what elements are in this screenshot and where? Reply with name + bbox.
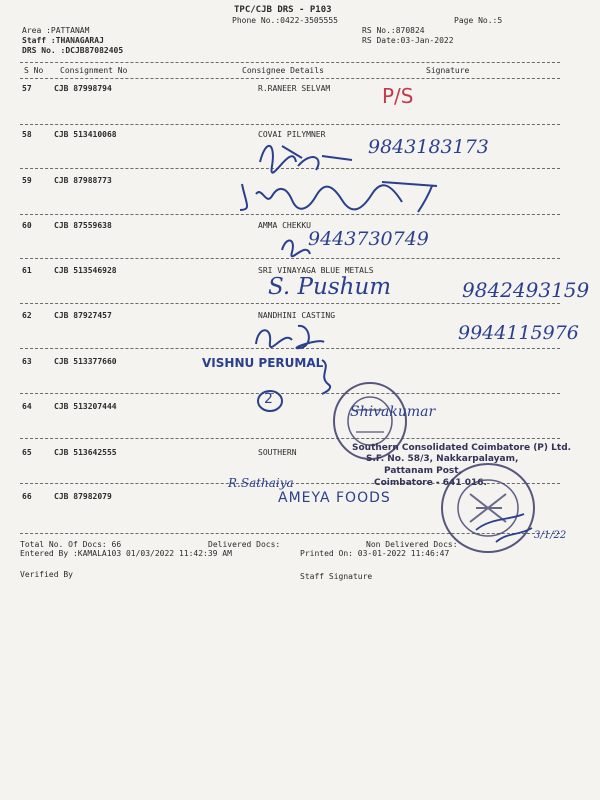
- handwritten-signature: S. Pushum: [268, 274, 392, 300]
- rs-number: RS No.:870824: [362, 26, 425, 35]
- row-consignment: CJB 513207444: [54, 402, 117, 411]
- row-consignee: AMMA CHEKKU: [258, 221, 311, 230]
- row-consignment: CJB 87559638: [54, 221, 112, 230]
- row-consignment: CJB 513546928: [54, 266, 117, 275]
- staff-field: Staff :THANAGARAJ: [22, 36, 104, 45]
- total-docs: Total No. Of Docs: 66: [20, 540, 122, 549]
- row-divider: [20, 438, 560, 439]
- signature-scribble: [248, 318, 328, 354]
- row-consignee: COVAI PILYMNER: [258, 130, 326, 139]
- row-consignment: CJB 513377660: [54, 357, 117, 366]
- verified-by: Verified By: [20, 570, 73, 579]
- report-title: TPC/CJB DRS - P103: [234, 5, 332, 15]
- printed-on: Printed On: 03-01-2022 11:46:47: [300, 549, 450, 558]
- header-rule-top: [20, 62, 560, 63]
- row-sno: 65: [22, 448, 32, 457]
- entered-by: Entered By :KAMALA103 01/03/2022 11:42:39 AM: [20, 549, 232, 558]
- row-consignee: SRI VINAYAGA BLUE METALS: [258, 266, 374, 275]
- row-sno: 61: [22, 266, 32, 275]
- row-divider: [20, 303, 560, 304]
- row-consignee: NANDHINI CASTING: [258, 311, 336, 320]
- handwritten-phone: 9843183173: [368, 136, 489, 158]
- row-consignment: CJB 87998794: [54, 84, 112, 93]
- row-sno: 60: [22, 221, 32, 230]
- seal-line: S.F. No. 58/3, Nakkarpalayam,: [366, 454, 519, 464]
- page-number: Page No.:5: [454, 16, 503, 25]
- col-consignment: Consignment No: [60, 66, 128, 75]
- row-consignment: CJB 87988773: [54, 176, 112, 185]
- row-sno: 63: [22, 357, 32, 366]
- row-consignee: SOUTHERN: [258, 448, 297, 457]
- staff-signature: Staff Signature: [300, 572, 373, 581]
- row-sno: 62: [22, 311, 32, 320]
- row-consignee: R.RANEER SELVAM: [258, 84, 331, 93]
- row-sno: 57: [22, 84, 32, 93]
- row-divider: [20, 393, 560, 394]
- seal-line: Southern Consolidated Coimbatore (P) Ltd.: [352, 443, 572, 453]
- handwritten-signature: R.Sathaiya: [228, 476, 294, 490]
- phone-number: Phone No.:0422-3505555: [232, 16, 338, 25]
- signature-scribble: [232, 176, 452, 216]
- drs-number: DRS No. :DCJB87082405: [22, 46, 124, 55]
- seal-line: Coimbatore - 641 016.: [374, 478, 487, 488]
- row-divider: [20, 124, 560, 125]
- row-sno: 59: [22, 176, 32, 185]
- handwritten-name: VISHNU PERUMAL: [202, 356, 324, 370]
- row-consignment: CJB 87982079: [54, 492, 112, 501]
- area-field: Area :PATTANAM: [22, 26, 90, 35]
- row-sno: 66: [22, 492, 32, 501]
- handwritten-ps: P/S: [382, 84, 414, 108]
- handwritten-phone: 9842493159: [462, 278, 590, 302]
- rs-date: RS Date:03-Jan-2022: [362, 36, 454, 45]
- header-rule-bottom: [20, 78, 560, 79]
- row-sno: 58: [22, 130, 32, 139]
- non-delivered-docs: Non Delivered Docs:: [366, 540, 458, 549]
- signature-scribble: [252, 132, 372, 182]
- row-consignment: CJB 513642555: [54, 448, 117, 457]
- handwritten-name: AMEYA FOODS: [278, 490, 391, 506]
- col-sno: S No: [24, 66, 44, 75]
- col-signature: Signature: [426, 66, 470, 75]
- row-sno: 64: [22, 402, 32, 411]
- handwritten-signature: Shivakumar: [350, 404, 436, 420]
- handwritten-phone: 9443730749: [308, 228, 429, 250]
- seal-line: Pattanam Post,: [384, 466, 462, 476]
- handwritten-phone: 9944115976: [458, 322, 579, 344]
- row-consignment: CJB 87927457: [54, 311, 112, 320]
- row-consignment: CJB 513410068: [54, 130, 117, 139]
- delivered-docs: Delivered Docs:: [208, 540, 281, 549]
- handwritten-digit: 2: [264, 391, 273, 407]
- col-consignee: Consignee Details: [242, 66, 324, 75]
- handwritten-date: 3/1/22: [534, 530, 567, 541]
